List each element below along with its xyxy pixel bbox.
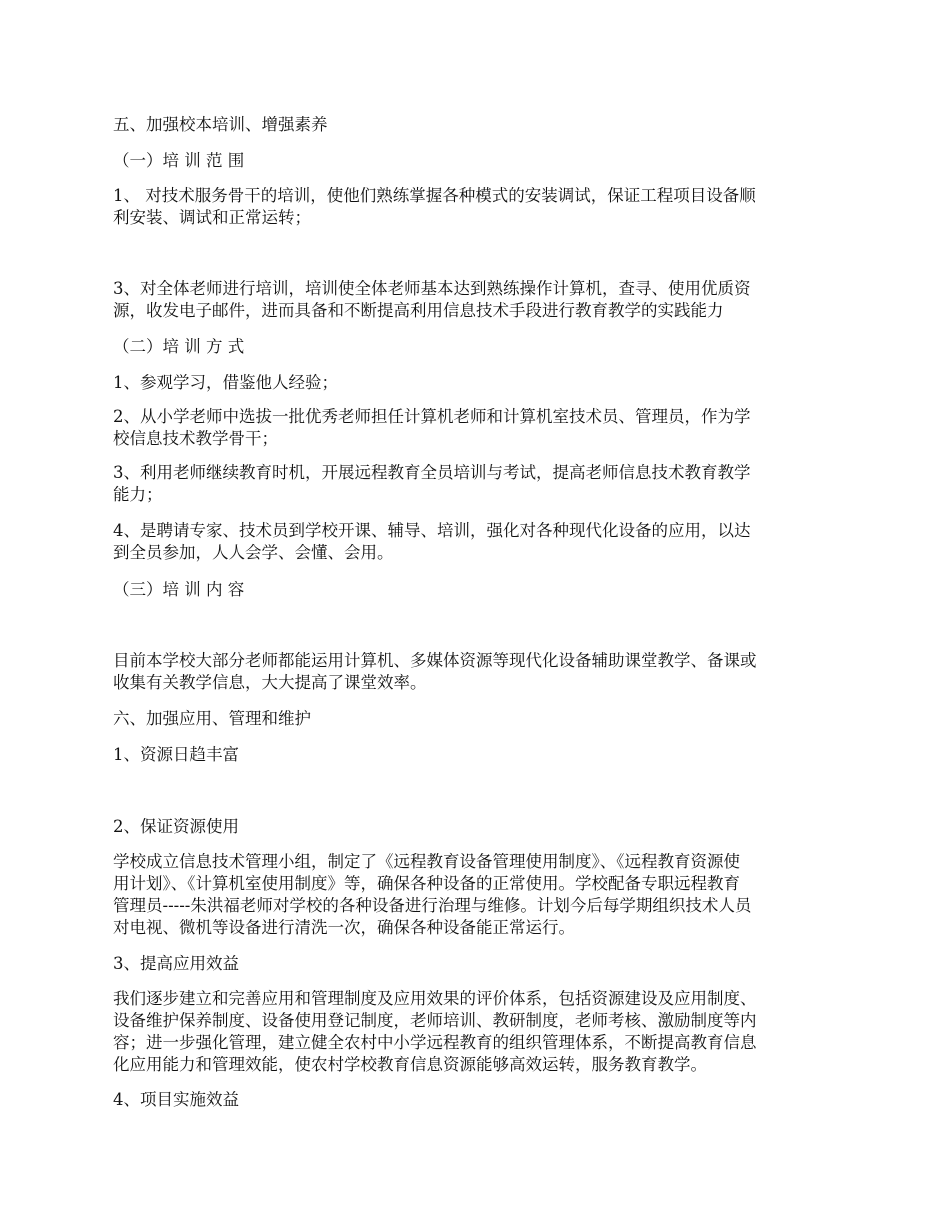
subsection-heading-training-method: （二）培 训 方 式 xyxy=(113,337,245,356)
paragraph-method-2: 2、从小学老师中选拔一批优秀老师担任计算机老师和计算机室技术员、管理员，作为学 校信息技术教学骨干； xyxy=(113,407,751,448)
paragraph-method-3: 3、利用老师继续教育时机，开展远程教育全员培训与考试，提高老师信息技术教育教学 能力； xyxy=(113,463,751,504)
paragraph-resources-rich: 1、资源日趋丰富 xyxy=(113,745,239,764)
paragraph-evaluation-system: 我们逐步建立和完善应用和管理制度及应用效果的评价体系，包括资源建设及应用制度、 设备维护保养制度、设备使用登记制度，老师培训、教研制度，老师考核、激励制度等内 容；进一步强化管理，建立健全农村中小学远程教育的组织管理体系，不断提高教育信息 化应用能力和管理效能，使农村学校教育信息资源能够高效运转，服务教育教学。 xyxy=(113,989,757,1074)
paragraph-item-1-technical-staff: 1、 对技术服务骨干的培训，使他们熟练掌握各种模式的安装调试，保证工程项目设备顺 利安装、调试和正常运转； xyxy=(113,186,756,227)
paragraph-current-status: 目前本学校大部分老师都能运用计算机、多媒体资源等现代化设备辅助课堂教学、备课或 收集有关教学信息，大大提高了课堂效率。 xyxy=(113,651,757,692)
paragraph-item-3-all-teachers: 3、对全体老师进行培训，培训使全体老师基本达到熟练操作计算机，查寻、使用优质资 源，收发电子邮件，进而具备和不断提高利用信息技术手段进行教育教学的实践能力 xyxy=(113,279,751,320)
subsection-heading-training-scope: （一）培 训 范 围 xyxy=(113,151,245,170)
paragraph-management-group: 学校成立信息技术管理小组，制定了《远程教育设备管理使用制度》、《远程教育资源使 用计划》、《计算机室使用制度》等，确保各种设备的正常使用。学校配备专职远程教育 管理员-----朱洪福老师对学校的各种设备进行治理与维修。计划今后每学期组织技术人员 对电视、微机等设备进行清洗一次，确保各种设备能正常运行。 xyxy=(113,852,752,937)
paragraph-improve-benefit: 3、提高应用效益 xyxy=(113,954,239,973)
subsection-heading-training-content: （三）培 训 内 容 xyxy=(113,580,245,599)
section-heading-six: 六、加强应用、管理和维护 xyxy=(113,709,311,728)
paragraph-ensure-resource-use: 2、保证资源使用 xyxy=(113,817,239,836)
paragraph-project-benefit: 4、项目实施效益 xyxy=(113,1090,239,1109)
paragraph-method-1: 1、参观学习，借鉴他人经验； xyxy=(113,373,338,392)
paragraph-method-4: 4、是聘请专家、技术员到学校开课、辅导、培训，强化对各种现代化设备的应用，以达 到全员参加，人人会学、会懂、会用。 xyxy=(113,521,751,562)
section-heading-five: 五、加强校本培训、增强素养 xyxy=(113,115,328,134)
